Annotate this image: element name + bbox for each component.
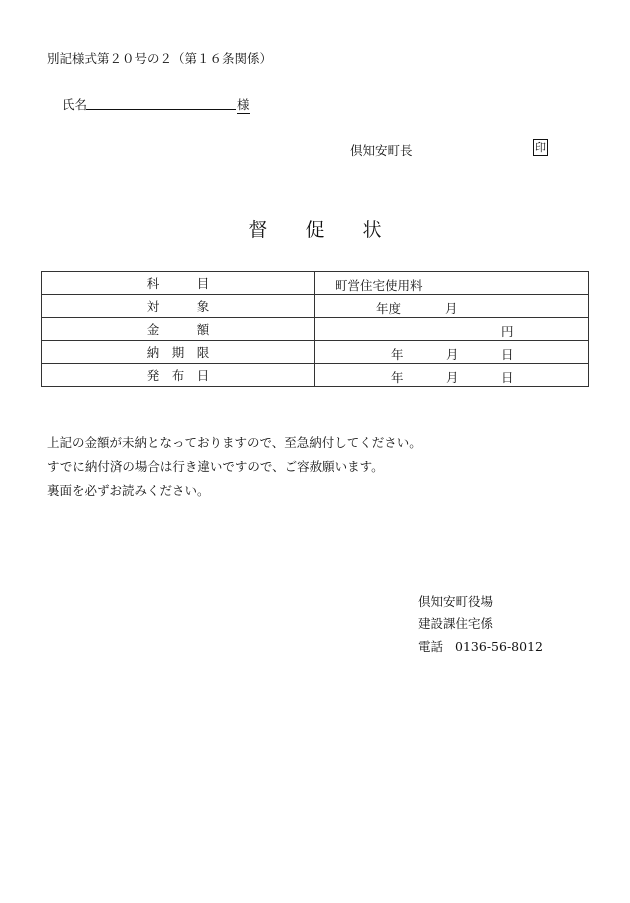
seal-stamp: 印 — [535, 141, 546, 154]
row-value-due-date — [315, 341, 589, 364]
row-value-target — [315, 295, 589, 318]
name-label: 氏名 — [62, 97, 88, 112]
message-line: すでに納付済の場合は行き違いですので、ご容赦願います。 — [47, 459, 384, 474]
message-line: 裏面を必ずお読みください。 — [47, 483, 210, 498]
table-row — [42, 295, 589, 318]
row-label-issue-date: 発 布 日 — [42, 364, 315, 387]
target-year-suffix: 年度 — [376, 301, 402, 316]
title-char-3: 状 — [362, 219, 382, 241]
subject-value: 町営住宅使用料 — [335, 278, 423, 293]
document-title — [0, 215, 630, 242]
row-value-issue-date — [315, 364, 589, 387]
table-row — [42, 364, 589, 387]
contact-phone — [418, 637, 543, 655]
target-month-suffix: 月 — [445, 301, 458, 316]
contact-office: 倶知安町役場 — [418, 594, 494, 609]
details-table — [41, 271, 589, 387]
row-value-subject — [315, 272, 589, 295]
due-day: 日 — [501, 347, 514, 362]
issue-month: 月 — [446, 370, 459, 385]
row-label-due-date: 納 期 限 — [42, 341, 315, 364]
row-label-target: 対 象 — [42, 295, 315, 318]
phone-label: 電話 — [418, 639, 444, 654]
phone-number: 0136-56-8012 — [455, 639, 543, 654]
title-char-1: 督 — [248, 219, 268, 241]
contact-section: 建設課住宅係 — [418, 616, 494, 631]
due-month: 月 — [446, 347, 459, 362]
title-char-2: 促 — [305, 219, 325, 241]
table-row — [42, 318, 589, 341]
row-value-amount — [315, 318, 589, 341]
row-label-amount: 金 額 — [42, 318, 315, 341]
issuer: 倶知安町長 — [350, 143, 413, 158]
name-blank-line — [86, 109, 236, 110]
issue-day: 日 — [501, 370, 514, 385]
honorific: 様 — [237, 97, 250, 112]
issue-year: 年 — [391, 370, 404, 385]
amount-yen: 円 — [501, 324, 514, 339]
table-row — [42, 341, 589, 364]
row-label-subject: 科 目 — [42, 272, 315, 295]
form-reference: 別記様式第２０号の２（第１６条関係） — [47, 51, 273, 66]
table-row — [42, 272, 589, 295]
message-line: 上記の金額が未納となっておりますので、至急納付してください。 — [47, 435, 422, 450]
due-year: 年 — [391, 347, 404, 362]
